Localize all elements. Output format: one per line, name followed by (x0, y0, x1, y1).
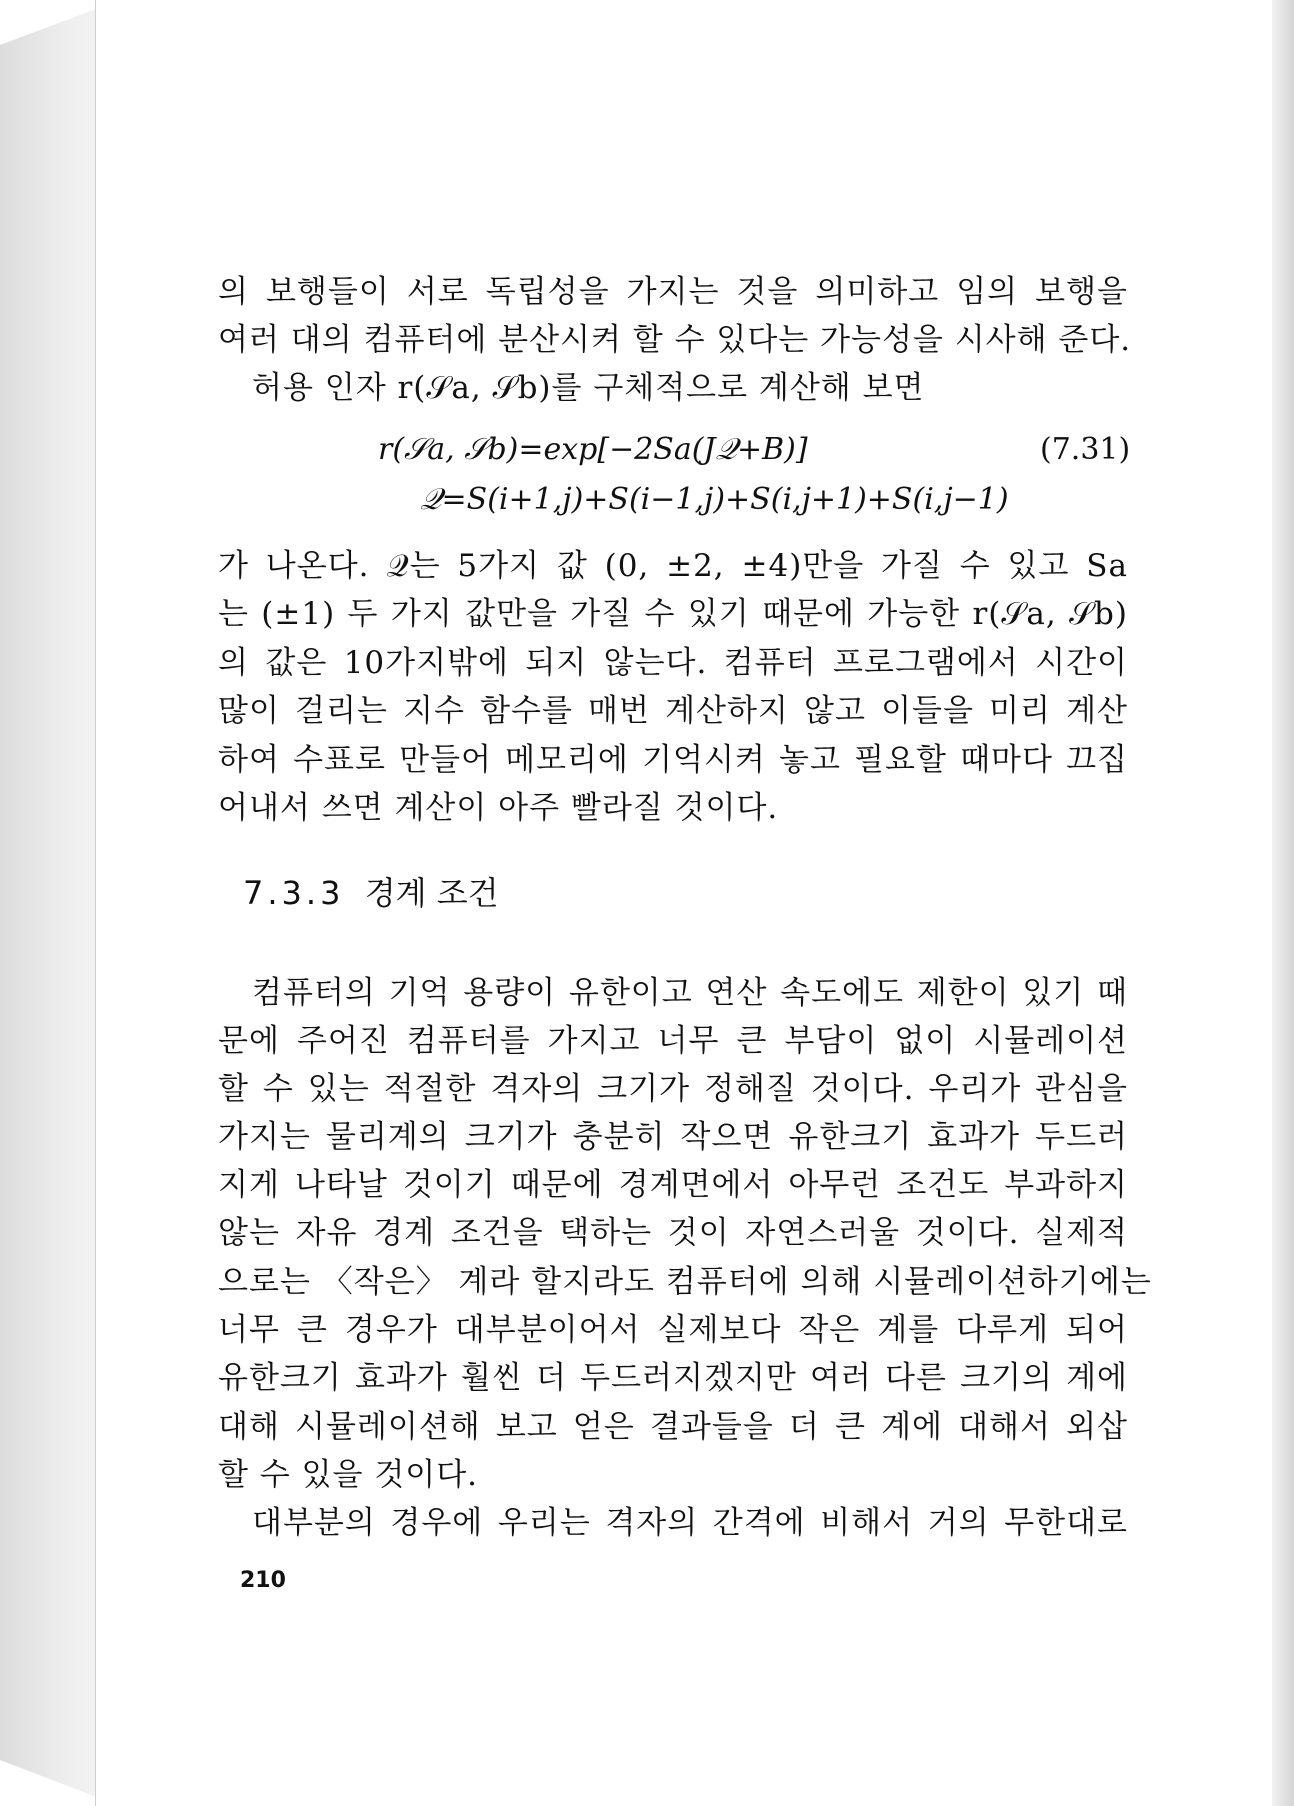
body-text-line: 가지는 물리계의 크기가 충분히 작으면 유한크기 효과가 두드러 (218, 1119, 1128, 1155)
body-text-line: 하여 수표로 만들어 메모리에 기억시켜 놓고 필요할 때마다 끄집 (218, 742, 1128, 778)
body-text-line: 의 보행들이 서로 독립성을 가지는 것을 의미하고 임의 보행을 (218, 274, 1128, 310)
page-edge (1272, 0, 1294, 1806)
body-text-line: 할 수 있는 적절한 격자의 크기가 정해질 것이다. 우리가 관심을 (218, 1071, 1128, 1107)
equation: 𝒬=S(i+1,j)+S(i−1,j)+S(i,j+1)+S(i,j−1) (420, 482, 1009, 517)
page-number: 210 (240, 1568, 286, 1593)
body-text-line: 컴퓨터의 기억 용량이 유한이고 연산 속도에도 제한이 있기 때 (252, 975, 1128, 1011)
body-text-line: 유한크기 효과가 훨씬 더 두드러지겠지만 여러 다른 크기의 계에 (218, 1360, 1128, 1396)
body-text-line: 허용 인자 r(𝒮a, 𝒮b)를 구체적으로 계산해 보면 (252, 370, 925, 406)
body-text-line: 가 나온다. 𝒬는 5가지 값 (0, ±2, ±4)만을 가질 수 있고 Sa (218, 548, 1128, 584)
section-heading (243, 872, 499, 914)
section-number: 7.3.3 (243, 874, 345, 912)
body-text-line: 어내서 쓰면 계산이 아주 빨라질 것이다. (218, 790, 779, 826)
body-text-line: 문에 주어진 컴퓨터를 가지고 너무 큰 부담이 없이 시뮬레이션 (218, 1023, 1128, 1059)
body-text-line: 의 값은 10가지밖에 되지 않는다. 컴퓨터 프로그램에서 시간이 (218, 645, 1128, 681)
body-text-line: 많이 걸리는 지수 함수를 매번 계산하지 않고 이들을 미리 계산 (218, 693, 1128, 729)
body-text-line: 너무 큰 경우가 대부분이어서 실제보다 작은 계를 다루게 되어 (218, 1312, 1128, 1348)
equation: r(𝒮a, 𝒮b)=exp[−2Sa(J𝒬+B)] (378, 432, 808, 467)
body-text-line: 할 수 있을 것이다. (218, 1457, 479, 1493)
equation-number: (7.31) (1040, 432, 1131, 467)
body-text-line: 으로는 〈작은〉 계라 할지라도 컴퓨터에 의해 시뮬레이션하기에는 (218, 1264, 1152, 1300)
body-text-line: 여러 대의 컴퓨터에 분산시켜 할 수 있다는 가능성을 시사해 준다. (218, 322, 1132, 358)
section-title: 경계 조건 (364, 874, 499, 912)
body-text-line: 지게 나타날 것이기 때문에 경계면에서 아무런 조건도 부과하지 (218, 1167, 1128, 1203)
body-text-line: 않는 자유 경계 조건을 택하는 것이 자연스러울 것이다. 실제적 (218, 1215, 1128, 1251)
body-text-line: 는 (±1) 두 가지 값만을 가질 수 있기 때문에 가능한 r(𝒮a, 𝒮b) (218, 596, 1128, 632)
body-text-line: 대부분의 경우에 우리는 격자의 간격에 비해서 거의 무한대로 (252, 1505, 1128, 1541)
body-text-line: 대해 시뮬레이션해 보고 얻은 결과들을 더 큰 계에 대해서 외삽 (218, 1409, 1128, 1445)
